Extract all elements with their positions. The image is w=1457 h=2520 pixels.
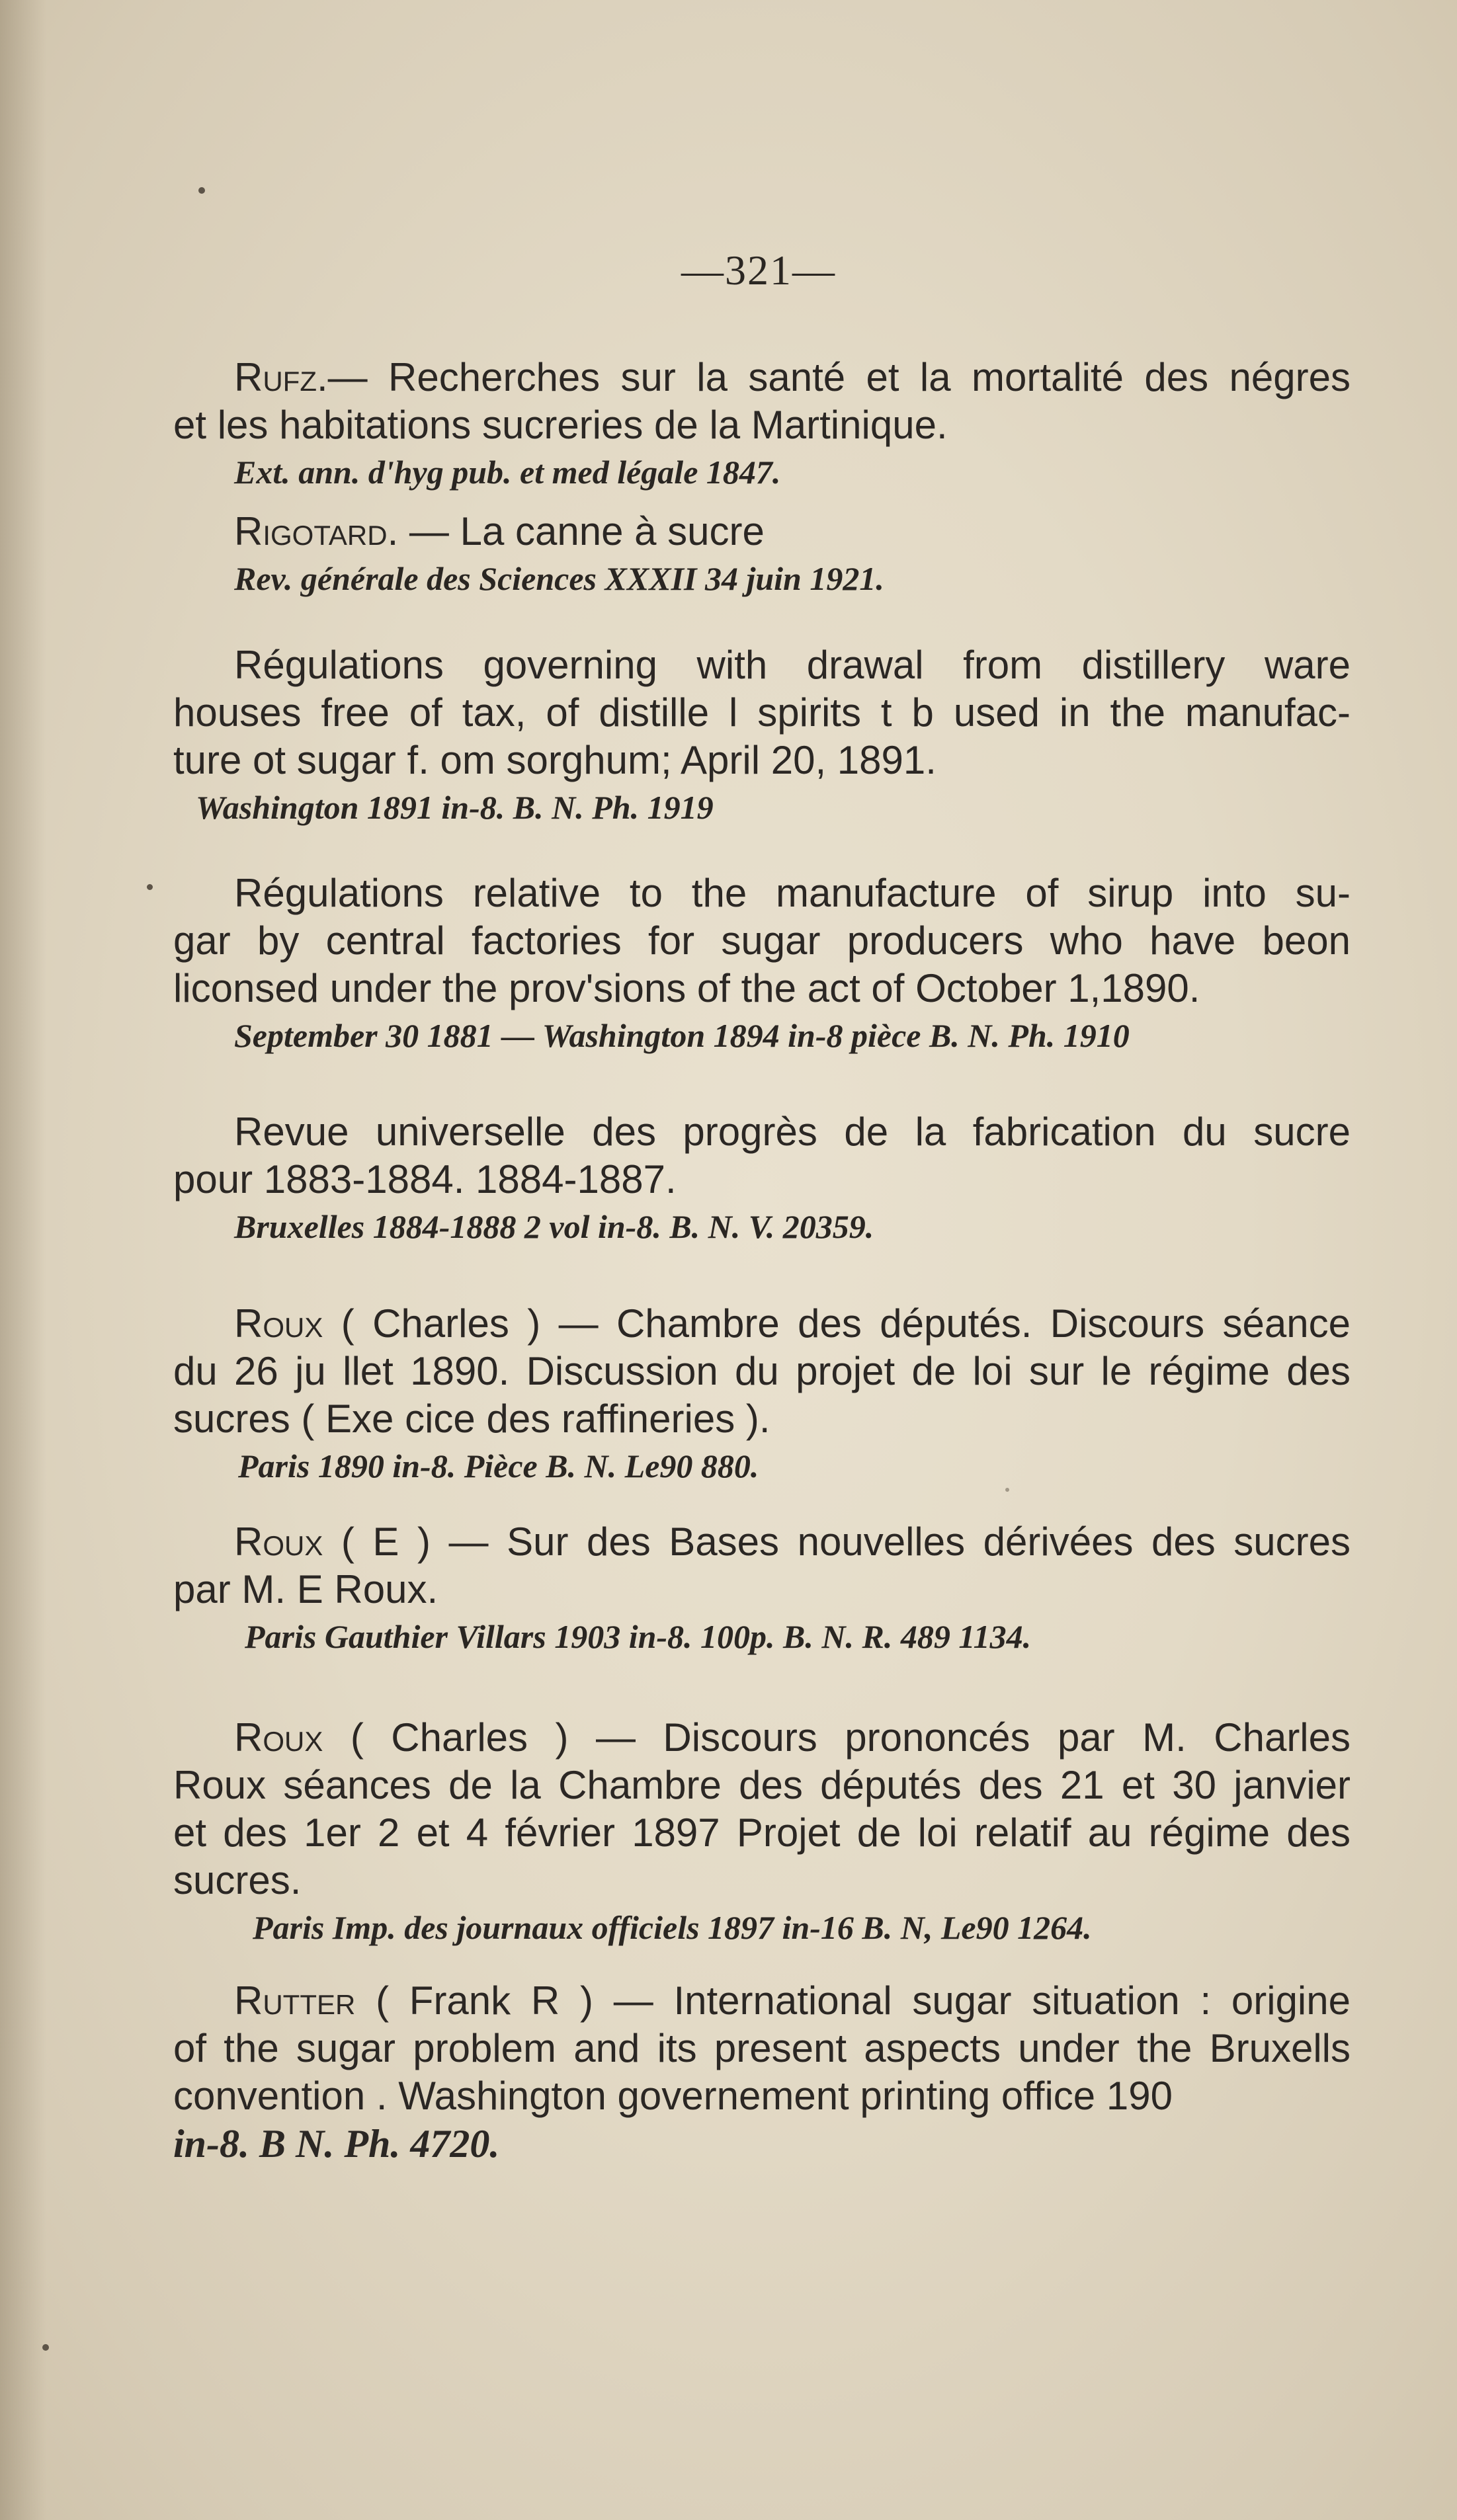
scan-speck — [1005, 1488, 1009, 1492]
entry-line: Roux ( E ) — Sur des Bases nouvelles dérivées des sucres — [234, 1520, 1351, 1564]
entry-source: September 30 1881 — Washington 1894 in-8 pièce B. N. Ph. 1910 — [234, 1017, 1130, 1054]
entry-line: Roux ( Charles ) — Chambre des députés. Discours séance — [234, 1301, 1351, 1346]
entry-line: Revue universelle des progrès de la fabrication du sucre — [234, 1110, 1351, 1154]
entry-line: Rigotard. — La canne à sucre — [234, 509, 765, 553]
page-number: —321— — [681, 247, 836, 294]
scan-speck — [42, 2344, 49, 2351]
entry-line: of the sugar problem and its present aspects under the Bruxells — [173, 2026, 1351, 2070]
entry-line: Régulations governing with drawal from distillery ware — [234, 643, 1351, 687]
entry-author: Roux — [234, 1301, 323, 1346]
scan-speck — [147, 884, 153, 890]
bibliography-entry-roux-e — [173, 1518, 1351, 1660]
entry-source: Ext. ann. d'hyg pub. et med légale 1847. — [234, 454, 781, 491]
entry-source: Rev. générale des Sciences XXXII 34 juin 1921. — [234, 560, 884, 597]
entry-line: convention . Washington governement printing office 190 — [173, 2074, 1173, 2118]
bibliography-entry-revue-universelle — [173, 1108, 1351, 1250]
bibliography-entry-roux-charles-1890 — [173, 1300, 1351, 1489]
entry-line: Roux séances de la Chambre des députés des 21 et 30 janvier — [173, 1763, 1351, 1807]
entry-line: houses free of tax, of distille l spirits t b used in the manufac- — [173, 690, 1351, 735]
entry-source: Paris 1890 in-8. Pièce B. N. Le90 880. — [238, 1447, 759, 1484]
entry-line: sucres ( Exe cice des raffineries ). — [173, 1397, 770, 1441]
bibliography-entry-roux-charles-1897 — [173, 1714, 1351, 1951]
entry-line: ture ot sugar f. om sorghum; April 20, 1891. — [173, 738, 937, 782]
entry-line: du 26 ju llet 1890. Discussion du projet de loi sur le régime des — [173, 1349, 1351, 1393]
bibliography-entry-rufz — [173, 354, 1351, 495]
entry-line: gar by central factories for sugar producers who have beon — [173, 918, 1351, 963]
entry-author: Rufz — [234, 355, 317, 399]
bibliography-entry-regulations-sirup — [173, 870, 1351, 1059]
entry-source: Washington 1891 in-8. B. N. Ph. 1919 — [196, 789, 714, 826]
entry-line: et des 1er 2 et 4 février 1897 Projet de loi relatif au régime des — [173, 1810, 1351, 1855]
bibliography-entry-rigotard — [173, 508, 1351, 602]
entry-line: Rufz.— Recherches sur la santé et la mortalité des négres — [234, 355, 1351, 399]
bibliography-entry-regulations-distillery — [173, 641, 1351, 831]
page-edge-shadow — [0, 0, 46, 2520]
bibliography-entry-rutter — [173, 1977, 1351, 2168]
entry-line: pour 1883-1884. 1884-1887. — [173, 1157, 677, 1201]
scan-speck — [198, 187, 205, 194]
entry-author: Rigotard — [234, 509, 388, 553]
entry-line: par M. E Roux. — [173, 1567, 438, 1611]
entry-line: sucres. — [173, 1858, 302, 1902]
entry-author: Roux — [234, 1520, 323, 1564]
entry-line: et les habitations sucreries de la Martinique. — [173, 403, 948, 447]
entry-source: Paris Gauthier Villars 1903 in-8. 100p. B. N. R. 489 1134. — [245, 1618, 1032, 1655]
entry-source: Bruxelles 1884-1888 2 vol in-8. B. N. V. 20359. — [234, 1208, 874, 1245]
entry-line: in-8. B N. Ph. 4720. — [173, 2122, 500, 2166]
entry-line: Roux ( Charles ) — Discours prononcés par M. Charles — [234, 1715, 1351, 1760]
entry-line: liconsed under the prov'sions of the act of October 1,1890. — [173, 966, 1200, 1010]
entry-line: Régulations relative to the manufacture of sirup into su- — [234, 871, 1351, 915]
entry-author: Roux — [234, 1715, 323, 1760]
entry-line: Rutter ( Frank R ) — International sugar situation : origine — [234, 1978, 1351, 2023]
entry-source: Paris Imp. des journaux officiels 1897 in-16 B. N, Le90 1264. — [253, 1909, 1092, 1946]
entry-author: Rutter — [234, 1978, 356, 2023]
